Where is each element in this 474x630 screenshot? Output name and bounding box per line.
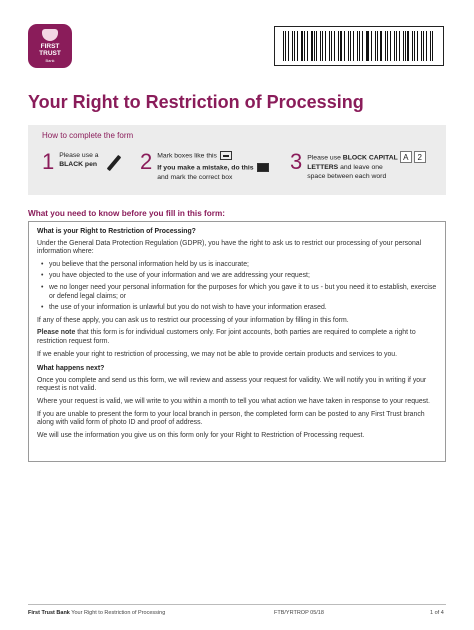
barcode-bar <box>294 31 295 61</box>
barcode-bar <box>353 31 354 61</box>
barcode-bar <box>334 31 335 61</box>
step-3-line2-post: and leave one <box>338 164 383 171</box>
step-2-line3: and mark the correct box <box>157 173 233 181</box>
barcode-icon <box>274 26 444 66</box>
footer-bank: First Trust Bank <box>28 610 70 616</box>
note-text: that this form is for individual customers only. For joint accounts, both parties are required to complete a right to restriction request form. <box>37 329 416 345</box>
barcode-bar <box>432 31 433 61</box>
step-3 <box>290 151 426 181</box>
logo-line1: FIRST <box>40 43 60 50</box>
footer-code: FTB/YRTROP 05/18 <box>274 610 324 616</box>
next-paragraph: If you are unable to present the form to your local branch in person, the completed form can be posted to any First Trust branch along with valid form of photo ID and proof of address. <box>37 410 425 427</box>
step-3-line1-bold: BLOCK CAPITAL <box>342 154 398 162</box>
list-item: • you have objected to the use of your information and we are addressing your request; <box>37 272 437 281</box>
step-number: 2 <box>140 149 153 174</box>
barcode-bar <box>430 31 431 61</box>
barcode-bar <box>329 31 331 61</box>
list-item: • the use of your information is unlawful but you do not wish to have your information erased. <box>37 304 437 313</box>
step-3-line3: space between each word <box>307 173 387 180</box>
howto-heading: How to complete the form <box>42 131 134 140</box>
list-item: • you believe that the personal information held by us is inaccurate; <box>37 261 437 270</box>
barcode-bar <box>407 31 409 61</box>
barcode-bar <box>301 31 303 61</box>
barcode-bar <box>350 31 352 61</box>
question-heading: What is your Right to Restriction of Processing? <box>37 228 196 235</box>
enable-paragraph: If we enable your right to restriction of processing, we may not be able to provide certain products and services to you. <box>37 350 398 358</box>
footer-divider <box>28 604 446 605</box>
bank-logo <box>28 24 72 68</box>
barcode-bar <box>297 31 298 61</box>
barcode-bar <box>311 31 313 61</box>
barcode-bar <box>417 31 418 61</box>
step-1 <box>42 151 123 173</box>
step-3-line2-bold: LETTERS <box>307 164 339 171</box>
page-title: Your Right to Restriction of Processing <box>28 92 364 112</box>
barcode-bar <box>367 31 369 61</box>
step-2 <box>140 151 269 182</box>
barcode-bar <box>288 31 290 61</box>
barcode-bar <box>316 31 317 61</box>
section-heading: What you need to know before you fill in this form: <box>28 209 225 218</box>
how-to-complete-panel <box>28 125 446 195</box>
step-3-line1-pre: Please use <box>307 154 343 162</box>
barcode-bar <box>405 31 406 61</box>
logo-line3: Bank <box>45 58 55 63</box>
barcode-bar <box>414 31 415 61</box>
barcode-bar <box>403 31 404 61</box>
barcode-bar <box>426 31 428 61</box>
next-paragraph: Once you complete and send us this form, we will review and assess your request for validity. We will notify you in writing if your request is not valid. <box>37 376 427 393</box>
barcode-bar <box>357 31 358 61</box>
barcode-bar <box>325 31 326 61</box>
step-1-line1: Please use a <box>59 152 99 159</box>
apply-paragraph: If any of these apply, you can ask us to restrict our processing of your information by filling in this form. <box>37 316 349 324</box>
barcode-bar <box>421 31 422 61</box>
barcode-bar <box>371 31 372 61</box>
reasons-list <box>37 261 437 313</box>
barcode-bar <box>340 31 342 61</box>
step-number: 3 <box>290 149 303 174</box>
step-1-line2: BLACK pen <box>59 161 98 168</box>
footer-doc: Your Right to Restriction of Processing <box>69 610 166 616</box>
barcode-bar <box>322 31 323 61</box>
barcode-bar <box>380 31 382 61</box>
barcode-bar <box>399 31 400 61</box>
barcode-bar <box>304 31 305 61</box>
filled-checkbox-icon <box>257 163 269 172</box>
barcode-bar <box>320 31 321 61</box>
step-number: 1 <box>42 149 55 174</box>
barcode-bar <box>359 31 360 61</box>
letter-box: 2 <box>414 151 426 163</box>
step-2-line2: If you make a mistake, do this <box>157 164 254 172</box>
barcode-bar <box>396 31 397 61</box>
step-2-line1: Mark boxes like this <box>157 152 217 160</box>
barcode-bar <box>344 31 345 61</box>
barcode-bar <box>331 31 332 61</box>
barcode-bar <box>283 31 284 61</box>
note-paragraph <box>37 329 437 346</box>
barcode-bar <box>362 31 363 61</box>
intro-paragraph: Under the General Data Protection Regulation (GDPR), you have the right to ask us to restrict our processing of your personal information where: <box>37 239 422 256</box>
barcode-bar <box>307 31 308 61</box>
barcode-bar <box>385 31 386 61</box>
barcode-bar <box>338 31 339 61</box>
barcode-bar <box>285 31 286 61</box>
info-box <box>28 221 446 462</box>
barcode-bar <box>412 31 413 61</box>
barcode-bar <box>375 31 376 61</box>
barcode-bar <box>366 31 367 61</box>
barcode-bar <box>348 31 349 61</box>
pen-icon <box>106 155 121 171</box>
barcode-bar <box>314 31 315 61</box>
next-paragraph: Where your request is valid, we will write to you within a month to tell you what action we have taken in response to your request. <box>37 397 430 405</box>
crest-icon <box>42 29 58 41</box>
barcode-bar <box>394 31 396 61</box>
question-heading: What happens next? <box>37 365 105 373</box>
barcode-bar <box>292 31 293 61</box>
barcode-bar <box>377 31 378 61</box>
barcode-bar <box>390 31 391 61</box>
page-number: 1 of 4 <box>430 610 444 616</box>
note-label: Please note <box>37 329 76 337</box>
letter-box: A <box>400 151 412 163</box>
barcode-bar <box>423 31 424 61</box>
footer-title <box>28 610 165 616</box>
marked-checkbox-icon <box>220 151 232 160</box>
barcode-bar <box>387 31 388 61</box>
list-item: • we no longer need your personal information for the purposes for which you gave it to us - but you need it to establish, exercise or defend legal claims; or <box>37 284 437 301</box>
next-paragraph: We will use the information you give us on this form only for your Right to Restriction of Processing request. <box>37 431 365 439</box>
logo-line2: TRUST <box>39 50 61 57</box>
